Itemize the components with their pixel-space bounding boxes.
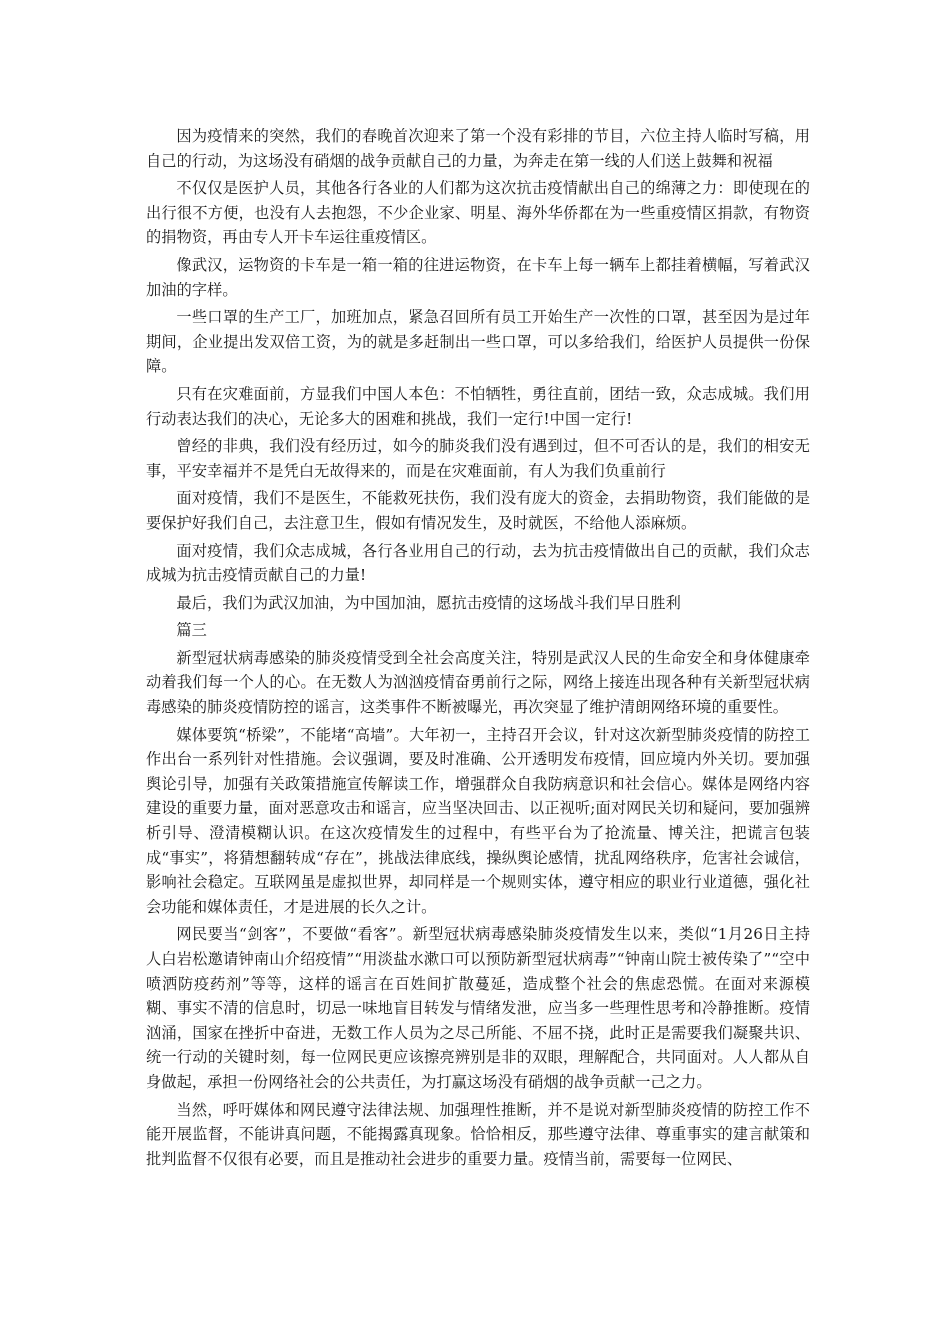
paragraph: 面对疫情，我们不是医生，不能救死扶伤，我们没有庞大的资金，去捐助物资，我们能做的是要保护好我们自己，去注意卫生，假如有情况发生，及时就医，不给他人添麻烦。: [146, 489, 810, 532]
section-heading: 篇三: [176, 621, 207, 640]
paragraph: 像武汉，运物资的卡车是一箱一箱的往进运物资，在卡车上每一辆车上都挂着横幅，写着武汉加油的字样。: [146, 255, 810, 299]
paragraph: 面对疫情，我们众志成城，各行各业用自己的行动，去为抗击疫情做出自己的贡献，我们众志成城为抗击疫情贡献自己的力量!: [146, 541, 810, 585]
paragraph: 最后，我们为武汉加油，为中国加油，愿抗击疫情的这场战斗我们早日胜利: [176, 593, 681, 612]
paragraph: 当然，呼吁媒体和网民遵守法律法规、加强理性推断，并不是说对新型肺炎疫情的防控工作不能开展监督，不能讲真问题，不能揭露真现象。恰恰相反，那些遵守法律、尊重事实的建言献策和批判监督不仅很有必要，而且是推动社会进步的重要力量。疫情当前，需要每一位网民、: [146, 1100, 810, 1168]
paragraph: 一些口罩的生产工厂，加班加点，紧急召回所有员工开始生产一次性的口罩，甚至因为是过年期间，企业提出发双倍工资，为的就是多赶制出一些口罩，可以多给我们，给医护人员提供一份保障。: [146, 308, 810, 376]
paragraph: 只有在灾难面前，方显我们中国人本色：不怕牺牲，勇往直前，团结一致，众志成城。我们用行动表达我们的决心，无论多大的困难和挑战，我们一定行!中国一定行!: [146, 384, 810, 428]
document-body: [146, 124, 810, 1174]
paragraph: 新型冠状病毒感染的肺炎疫情受到全社会高度关注，特别是武汉人民的生命安全和身体健康牵动着我们每一个人的心。在无数人为汹汹疫情奋勇前行之际，网络上接连出现各种有关新型冠状病毒感染的肺炎疫情防控的谣言，这类事件不断被曝光，再次突显了维护清朗网络环境的重要性。: [146, 648, 810, 717]
paragraph: 不仅仅是医护人员，其他各行各业的人们都为这次抗击疫情献出自己的绵薄之力：即使现在的出行很不方便，也没有人去抱怨，不少企业家、明星、海外华侨都在为一些重疫情区捐款，有物资的捐物资，再由专人开卡车运往重疫情区。: [146, 179, 810, 247]
paragraph: 网民要当“剑客”，不要做“看客”。新型冠状病毒感染肺炎疫情发生以来，类似“1月26日主持人白岩松邀请钟南山介绍疫情”“用淡盐水漱口可以预防新型冠状病毒”“钟南山院士被传染了”“空中喷洒防疫药剂”等等，这样的谣言在百姓间扩散蔓延，造成整个社会的焦虑恐慌。在面对来源模糊、事实不清的信息时，切忌一味地盲目转发与情绪发泄，应当多一些理性思考和冷静推断。疫情汹涌，国家在挫折中奋进，无数工作人员为之尽己所能、不屈不挠，此时正是需要我们凝聚共识、统一行动的关键时刻，每一位网民更应该擦亮辨别是非的双眼，理解配合，共同面对。人人都从自身做起，承担一份网络社会的公共责任，为打赢这场没有硝烟的战争贡献一己之力。: [146, 925, 810, 1091]
paragraph: 媒体要筑“桥梁”，不能堵“高墙”。大年初一，主持召开会议，针对这次新型肺炎疫情的防控工作出台一系列针对性措施。会议强调，要及时准确、公开透明发布疫情，回应境内外关切。要加强舆论引导，加强有关政策措施宣传解读工作，增强群众自我防病意识和社会信心。媒体是网络内容建设的重要力量，面对恶意攻击和谣言，应当坚决回击、以正视听;面对网民关切和疑问，要加强辨析引导、澄清模糊认识。在这次疫情发生的过程中，有些平台为了抢流量、博关注，把谎言包装成“事实”，将猜想翻转成“存在”，挑战法律底线，操纵舆论感情，扰乱网络秩序，危害社会诚信，影响社会稳定。互联网虽是虚拟世界，却同样是一个规则实体，遵守相应的职业行业道德，强化社会功能和媒体责任，才是进展的长久之计。: [146, 725, 810, 916]
paragraph: 曾经的非典，我们没有经历过，如今的肺炎我们没有遇到过，但不可否认的是，我们的相安无事，平安幸福并不是凭白无故得来的，而是在灾难面前，有人为我们负重前行: [146, 437, 810, 480]
paragraph: 因为疫情来的突然，我们的春晚首次迎来了第一个没有彩排的节目，六位主持人临时写稿，用自己的行动，为这场没有硝烟的战争贡献自己的力量，为奔走在第一线的人们送上鼓舞和祝福: [146, 127, 810, 170]
